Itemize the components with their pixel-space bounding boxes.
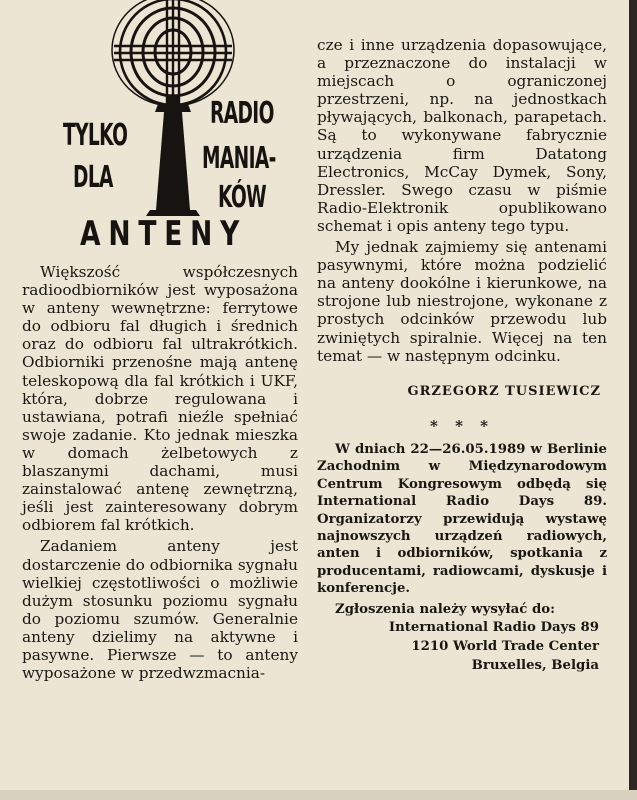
notice-text: W dniach 22—26.05.1989 w Berlinie Zachodnim w Międzynarodowym Centrum Kongresowym odbędą się International Radio Days 89. Organizatorzy przewidują wystawę najnowszych urządzeń radiowych, anten i odbiorników, spotkania z producentami, radiowcami, dyskusje i konferencje. (317, 441, 607, 597)
header-word-dla: DLA (73, 160, 113, 195)
contact-intro: Zgłoszenia należy wysyłać do: (335, 601, 556, 617)
paragraph-intro: Większość współczesnych radioodbiorników jest wyposażona w anteny wewnętrzne: ferrytowe do odbioru fal długich i średnich oraz do odbioru fal ultrakrótkich. Odbiorniki przenośne mają antenę teleskopową dla fal krótkich i UKF, która, dobrze regulowana i ustawiana, potrafi nieźle spełniać swoje zadanie. Kto jednak mieszka w domach żelbetowych z blaszanymi dachami, musi zainstalować antenę zewnętrzną, jeśli jest zainteresowany dobrym odbiorem fal krótkich. (22, 263, 298, 535)
section-separator: * * * (430, 416, 494, 435)
author-signature: GRZEGORZ TUSIEWICZ (407, 383, 601, 399)
left-column (22, 263, 298, 682)
paragraph-continued: cze i inne urządzenia dopasowujące, a przeznaczone do instalacji w miejscach o ograniczonej przestrzeni, np. na jednostkach pływających, balkonach, parapetach. Są to wykonywane fabrycznie urządzenia firm Datatong Electronics, McCay Dymek, Sony, Dressler. Swego czasu w piśmie Radio-Elektronik opublikowano schemat i opis anteny tego typu. (317, 36, 607, 235)
header-word-kow: KÓW (218, 180, 267, 215)
header-word-radio: RADIO (210, 96, 274, 131)
article-title: ANTENY (80, 214, 248, 254)
right-column (317, 36, 607, 675)
address-line-3: Bruxelles, Belgia (471, 657, 599, 673)
address-line-1: International Radio Days 89 (388, 619, 599, 635)
address-line-2: 1210 World Trade Center (411, 638, 599, 654)
paragraph-antenna-task: Zadaniem anteny jest dostarczenie do odbiornika sygnału wielkiej częstotliwości o możliwie dużym stosunku poziomu sygnału do poziomu szumów. Generalnie anteny dzielimy na aktywne i pasywne. Pierwsze — to anteny wyposażone w przedwzmacnia- (22, 537, 298, 683)
header-word-mania: MANIA- (202, 141, 276, 176)
header-word-tylko: TYLKO (63, 118, 128, 153)
contact-address (317, 618, 607, 675)
radio-days-notice (317, 441, 607, 618)
page-edge-shadow (629, 0, 637, 800)
paragraph-passive-antennas: My jednak zajmiemy się antenami pasywnymi, które można podzielić na anteny dookólne i kierunkowe, na strojone lub niestrojone, wykonane z prostych odcinków przewodu lub zwiniętych spiralnie. Więcej na ten temat — w następnym odcinku. (317, 238, 607, 365)
article-header (40, 0, 310, 262)
page-bottom-edge (0, 790, 637, 800)
